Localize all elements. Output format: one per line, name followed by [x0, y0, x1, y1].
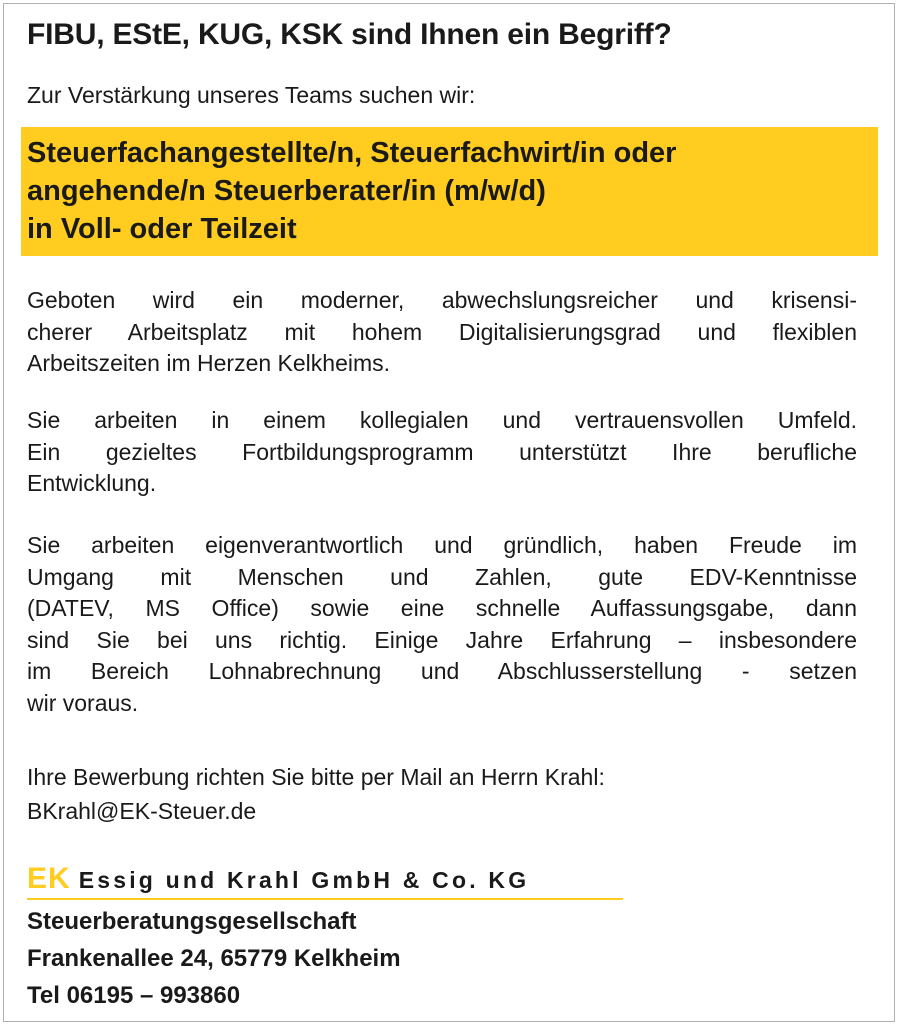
contact-block — [27, 760, 605, 828]
paragraph-line: Sie arbeiten eigenverantwortlich und gründlich, haben Freude im — [27, 532, 857, 558]
paragraph-line: Ein gezieltes Fortbildungsprogramm unterstützt Ihre berufliche — [27, 438, 857, 465]
paragraph-line: Arbeitszeiten im Herzen Kelkheims. — [27, 350, 391, 376]
company-type: Steuerberatungsgesellschaft — [27, 908, 357, 935]
contact-email-link[interactable]: BKrahl@EK-Steuer.de — [27, 798, 257, 824]
company-name: Essig und Krahl GmbH & Co. KG — [78, 867, 530, 893]
benefits-paragraph — [27, 285, 857, 380]
paragraph-line: Sie arbeiten in einem kollegialen und vertrauensvollen Umfeld. — [27, 407, 857, 433]
company-address-block — [27, 903, 401, 1014]
requirements-paragraph — [27, 530, 857, 719]
company-logo-mark: EK — [27, 862, 71, 895]
company-address: Frankenallee 24, 65779 Kelkheim — [27, 945, 401, 972]
contact-text: Ihre Bewerbung richten Sie bitte per Mail an Herrn Krahl: — [27, 764, 605, 790]
company-phone: Tel 06195 – 993860 — [27, 982, 241, 1009]
paragraph-line: Geboten wird ein moderner, abwechslungsreicher und krisensi- — [27, 287, 857, 313]
paragraph-line: cherer Arbeitsplatz mit hohem Digitalisierungsgrad und flexiblen — [27, 318, 857, 345]
position-title-line: angehende/n Steuerberater/in (m/w/d) — [27, 175, 546, 207]
headline: FIBU, EStE, KUG, KSK sind Ihnen ein Begriff? — [27, 18, 672, 51]
paragraph-line: wir voraus. — [27, 689, 139, 716]
environment-paragraph — [27, 405, 857, 500]
paragraph-line: sind Sie bei uns richtig. Einige Jahre Erfahrung – insbesondere — [27, 626, 857, 653]
paragraph-line: Umgang mit Menschen und Zahlen, gute EDV-Kenntnisse — [27, 563, 857, 590]
position-title-line: in Voll- oder Teilzeit — [27, 213, 297, 245]
position-highlight-box — [21, 127, 878, 256]
company-name-line — [27, 862, 623, 900]
paragraph-line: im Bereich Lohnabrechnung und Abschlusserstellung - setzen — [27, 658, 857, 684]
paragraph-line: Entwicklung. — [27, 470, 157, 496]
position-title-line: Steuerfachangestellte/n, Steuerfachwirt/in oder — [27, 137, 677, 169]
intro-text: Zur Verstärkung unseres Teams suchen wir: — [27, 82, 476, 108]
paragraph-line: (DATEV, MS Office) sowie eine schnelle Auffassungsgabe, dann — [27, 595, 857, 621]
